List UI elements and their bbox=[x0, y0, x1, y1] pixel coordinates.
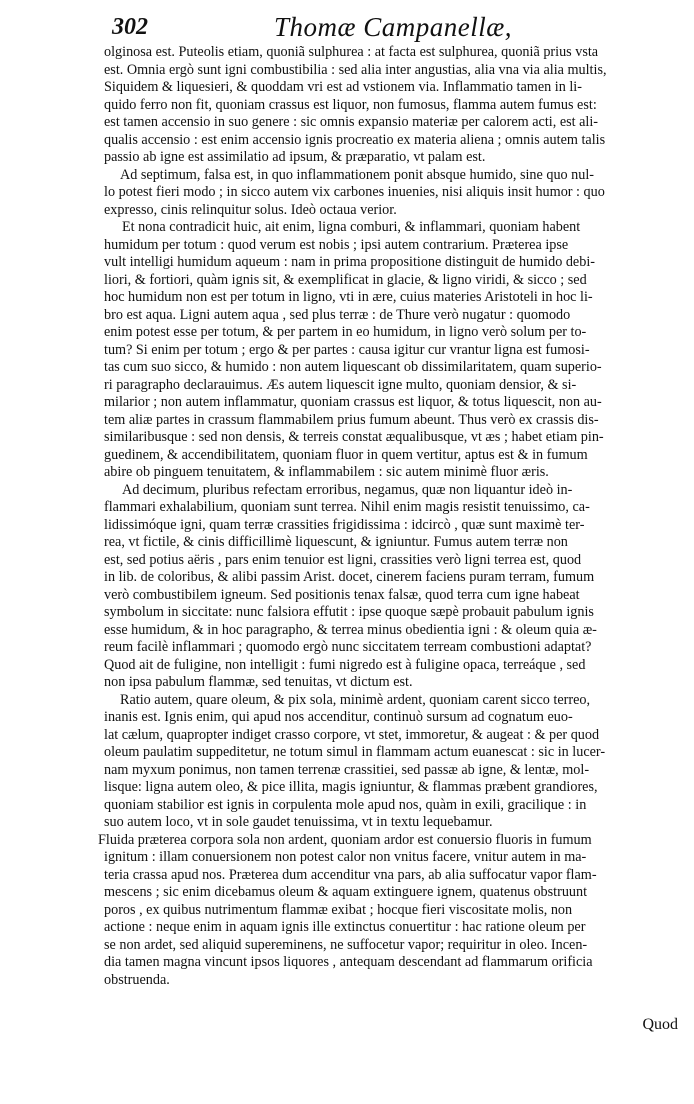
text-line: suo autem loco, vt in sole gaudet tenuissima, vt in textu lequebamur. bbox=[104, 814, 493, 830]
text-line: rea, vt fictile, & cinis difficillimè liquescunt, & igniuntur. Fumus autem terræ non bbox=[104, 534, 568, 550]
text-line: flammari exhalabilium, quoniam sunt terrea. Nihil enim magis resistit tenuissimo, ca- bbox=[104, 499, 590, 515]
text-line: Quod ait de fuligine, non intelligit : fumi nigredo est à fuligine opaca, terreáque , sed bbox=[104, 656, 586, 673]
text-line: milarior ; non autem inflammatur, quoniam crassus est liquor, & totus liquescit, non au- bbox=[104, 394, 602, 410]
text-line: actione : neque enim in aquam ignis ille extinctus conuertitur : hac ratione oleum per bbox=[104, 919, 586, 935]
text-line: oleum paulatim suppeditetur, ne totum simul in flammam actum euanescat : sic in lucer- bbox=[104, 744, 606, 760]
text-line: poros , ex quibus nutrimentum flammæ exibat ; hocque fieri viscositate molis, non bbox=[104, 901, 573, 918]
text-line: quoniam stabilior est ignis in corpulenta mole apud nos, quàm in exili, gracilique : in bbox=[104, 796, 587, 813]
text-line: esse humidum, & in hoc paragrapho, & terrea minus obedientia igni : & oleum quia æ- bbox=[104, 621, 597, 638]
text-line: lo potest fieri modo ; in sicco autem vix carbones inuenies, nisi aliquis insit humor : quo bbox=[104, 184, 605, 200]
text-line: Fluida præterea corpora sola non ardent, quoniam ardor est conuersio fluoris in fumum bbox=[98, 831, 592, 848]
text-line: Ad decimum, pluribus refectam erroribus, negamus, quæ non liquantur ideò in- bbox=[122, 481, 573, 498]
text-line: tem aliæ partes in crassum flammabilem prius fumum abeunt. Thus verò ex crassis dis- bbox=[104, 411, 599, 428]
text-line: expresso, cinis relinquitur solus. Ideò octaua verior. bbox=[104, 201, 397, 218]
text-line: humidum per totum : quod verum est nobis ; ipsi autem contrarium. Præterea ipse bbox=[104, 236, 569, 253]
text-line: nam myxum ponimus, non tamen terrenæ crassitiei, sed passæ ab igne, & lentæ, mol- bbox=[104, 761, 590, 778]
text-line: est. Omnia ergò sunt igni combustibilia : sed alia inter angustias, alia vna via alia multis, bbox=[104, 61, 607, 78]
text-line: verò combustibilem igneum. Sed positionis tenax falsæ, quod terra cum igne habeat bbox=[104, 586, 580, 603]
catchword: Quod bbox=[642, 1016, 678, 1033]
text-line: similaribusque : sed non densis, & terreis constat æqualibusque, vt æs ; habet etiam pin- bbox=[104, 429, 604, 445]
text-line: bro est aqua. Ligni autem aqua , sed plus terræ : de Thure verò nugatur : quomodo bbox=[104, 306, 571, 323]
text-line: Et nona contradicit huic, ait enim, ligna comburi, & inflammari, quoniam habent bbox=[122, 219, 581, 235]
text-line: vult intelligi humidum aqueum : nam in prima propositione distinguit de humido debi- bbox=[104, 254, 595, 270]
running-head: Thomæ Campanellæ, bbox=[273, 12, 513, 42]
text-line: est tamen accensio in suo genere : sic omnis expansio materiæ per calorem acti, est ali- bbox=[104, 114, 599, 130]
text-line: quido ferro non fit, quoniam crassus est liquor, non fumosus, flamma autem fumus est: bbox=[104, 96, 597, 113]
text-line: olginosa est. Puteolis etiam, quoniã sulphurea : at facta est sulphurea, quoniã prius vsta bbox=[104, 44, 599, 60]
text-line: symbolum in siccitate: nunc falsiora effutit : ipse quoque sæpè probauit pabulum ignis bbox=[104, 604, 594, 620]
text-line: non ipsa pabulum flammæ, sed tenuitas, vt dictum est. bbox=[104, 674, 413, 690]
text-line: liori, & fortiori, quàm ignis sit, & exemplificat in glacie, & ligno viridi, & sicco ; sed bbox=[104, 271, 587, 288]
text-line: Siquidem & liquesieri, & quoddam vri est ad vstionem via. Inflammatio tamen in li- bbox=[104, 79, 582, 95]
text-line: passio ab igne est assimilatio ad ipsum, & præparatio, vt palam est. bbox=[104, 149, 486, 165]
text-line: in lib. de coloribus, & alibi passim Arist. docet, cinerem faciens puram terram, fumum bbox=[104, 569, 595, 585]
text-line: lisque: ligna autem oleo, & pice illita, magis igniuntur, & flammas præbent grandiores, bbox=[104, 779, 598, 795]
text-line: qualis accensio : est enim accensio ignis procreatio ex materia aliena ; omnis autem talis bbox=[104, 131, 606, 148]
text-line: ignitum : illam conuersionem non potest calor non vnitus facere, vnitur autem in ma- bbox=[104, 849, 587, 865]
text-line: guedinem, & accendibilitatem, quoniam fluor in quem vertitur, aptus est & in fumum bbox=[104, 446, 588, 463]
page-header bbox=[104, 14, 682, 44]
text-line: inanis est. Ignis enim, qui apud nos accenditur, continuò sursum ad cognatum euo- bbox=[104, 709, 573, 725]
page-number: 302 bbox=[112, 14, 148, 40]
text-line: est, sed potius aëris , pars enim tenuior est ligni, crassities verò ligni terrea est, quod bbox=[104, 551, 582, 568]
text-line: dia tamen magna vincunt ipsos liquores , antequam descendant ad flammarum orificia bbox=[104, 954, 593, 970]
text-line: Ratio autem, quare oleum, & pix sola, minimè ardent, quoniam carent sicco terreo, bbox=[120, 691, 591, 708]
text-line: se non ardet, sed aliquid supereminens, ne suffocetur vapor; requiritur in oleo. Incen- bbox=[104, 936, 588, 953]
text-line: reum facilè inflammari ; quomodo ergò nunc siccitatem terream combustioni adaptat? bbox=[104, 639, 592, 655]
text-line: obstruenda. bbox=[104, 971, 170, 988]
text-line: abire ob pinguem tenuitatem, & inflammabilem : sic autem minimè fluor æris. bbox=[104, 464, 549, 480]
text-line: enim potest esse per totum, & per partem in eo humidum, in ligno verò solum per to- bbox=[104, 324, 587, 340]
body-text bbox=[98, 44, 682, 989]
text-line: Ad septimum, falsa est, in quo inflammationem ponit absque humido, sine quo nul- bbox=[120, 166, 595, 183]
text-line: tas cum suo sicco, & humido : non autem liquescant ob dissimilaritatem, quam superio- bbox=[104, 359, 602, 375]
text-line: hoc humidum non est per totum in ligno, vti in ære, cuius materies Aristoteli in hoc li- bbox=[104, 289, 593, 305]
text-line: tum? Si enim per totum ; ergo & per partes : causa igitur cur vrantur ligna est fumosi- bbox=[104, 341, 590, 358]
text-line: lat cælum, quapropter indiget crasso corpore, vt stet, immoretur, & augeat : & per quod bbox=[104, 726, 600, 743]
text-line: teria crassa apud nos. Præterea dum accenditur vna pars, ab alia suffocatur vapor flam- bbox=[104, 866, 597, 883]
text-line: lidissimóque igni, quam terræ crassities frigidissima : idcircò , quæ sunt maximè ter- bbox=[104, 516, 585, 533]
text-line: mescens ; sic enim dicebamus oleum & aquam extinguere ignem, quatenus obstruunt bbox=[104, 884, 588, 900]
text-line: ri paragrapho declarauimus. Æs autem liquescit igne multo, quoniam densior, & si- bbox=[104, 376, 577, 393]
